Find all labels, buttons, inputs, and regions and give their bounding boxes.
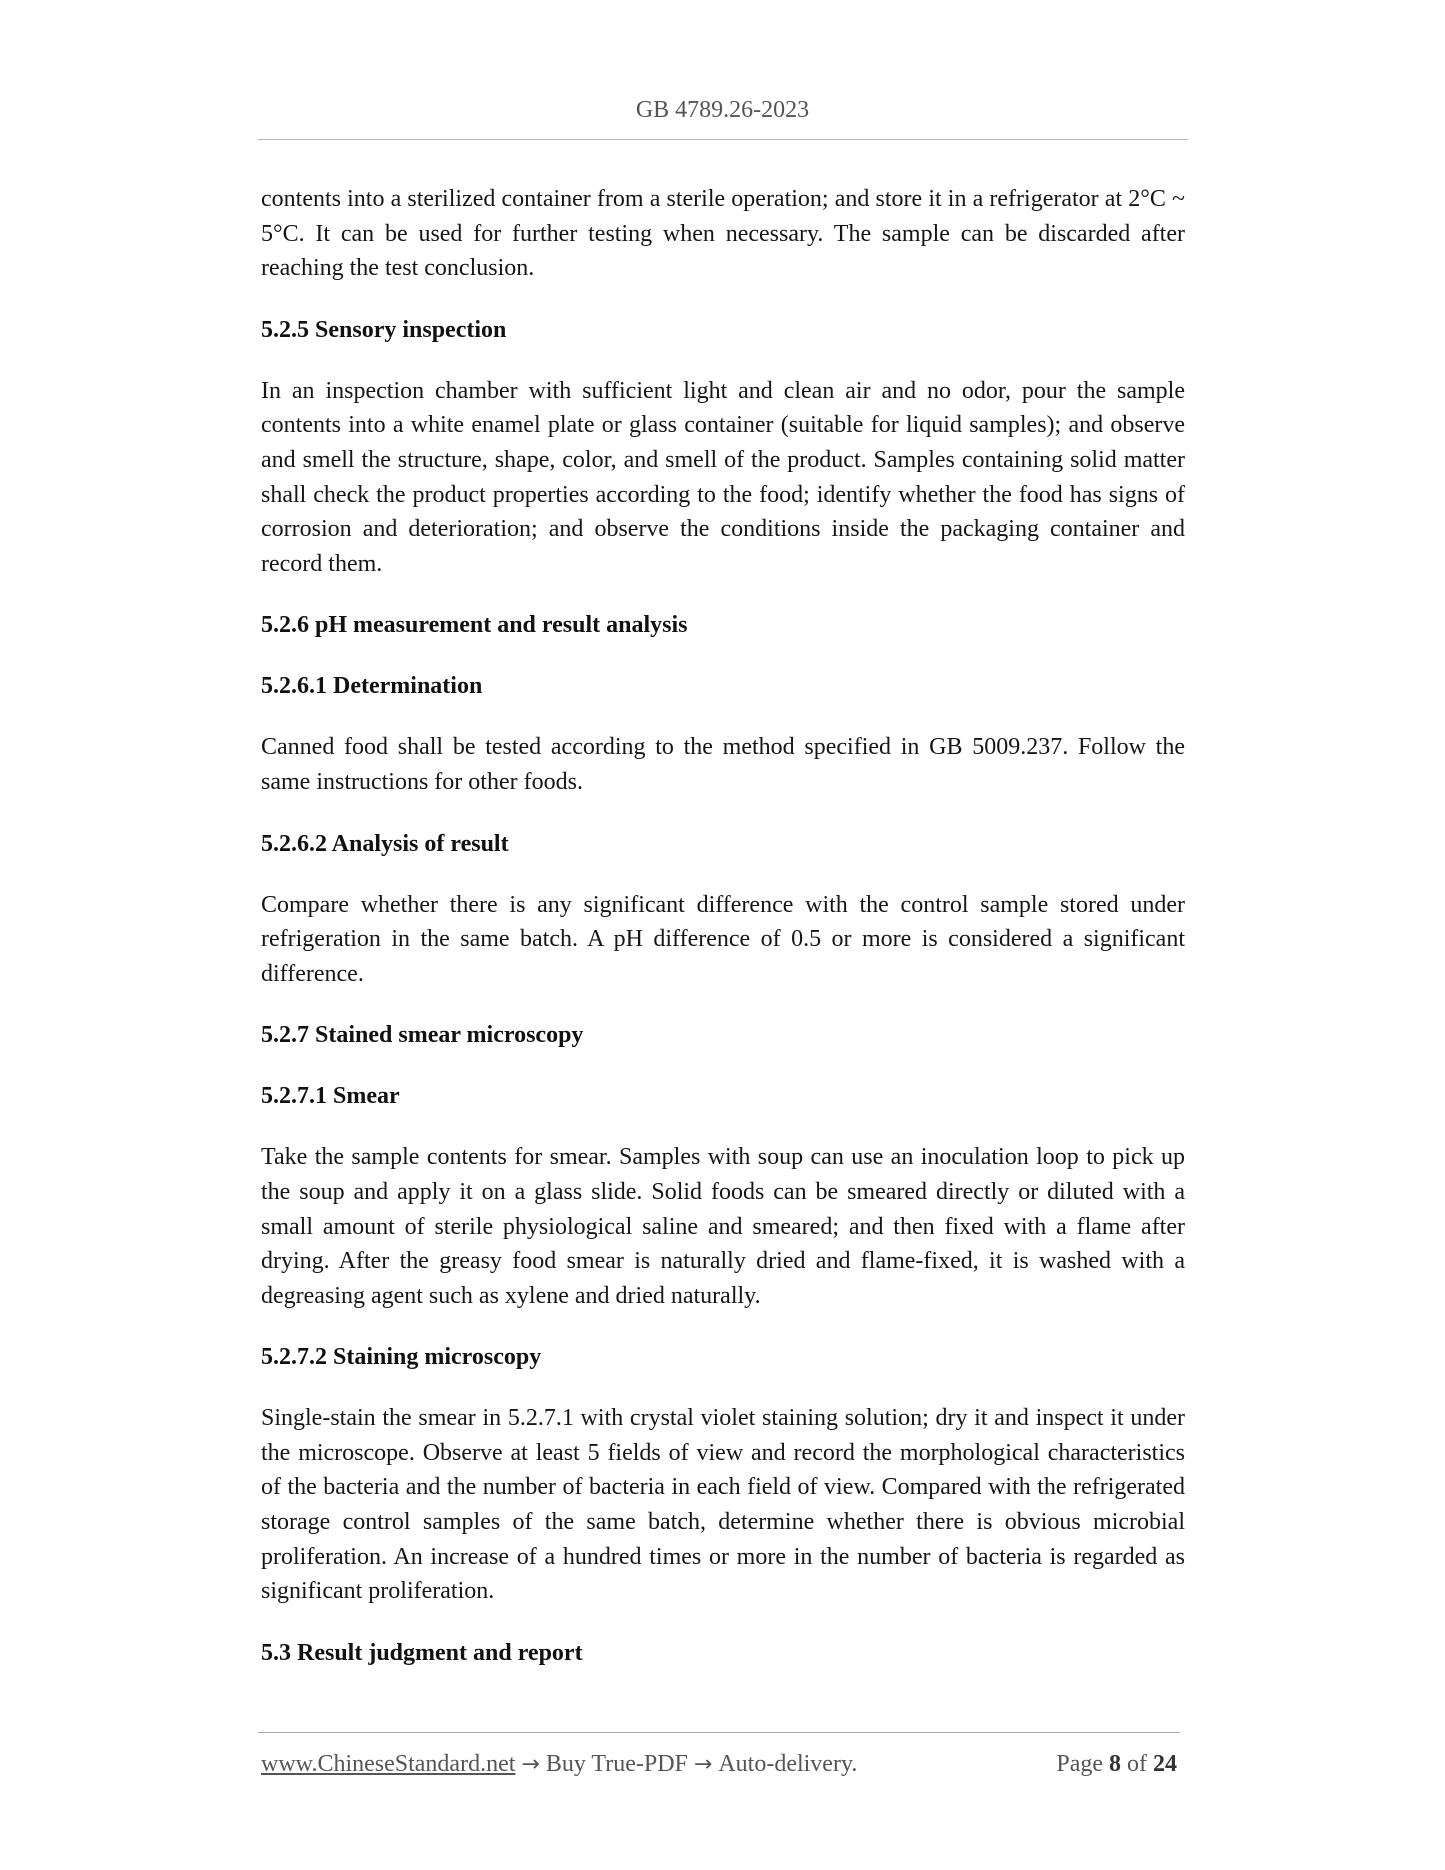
paragraph-5-2-7-1: Take the sample contents for smear. Samples with soup can use an inoculation loop to pick up the soup and apply it on a glass slide. Solid foods can be smeared directly or diluted with a small amount of sterile physiological saline and smeared; and then fixed with a flame after drying. After the greasy food smear is naturally dried and flame-fixed, it is washed with a degreasing agent such as xylene and dried naturally. [261,1144,1185,1309]
document-header-title: GB 4789.26-2023 [635,97,810,123]
website-link[interactable]: www.ChineseStandard.net [261,1751,516,1777]
paragraph-5-2-5: In an inspection chamber with sufficient light and clean air and no odor, pour the sample contents into a white enamel plate or glass container (suitable for liquid samples); and observe and smell the structure, shape, color, and smell of the product. Samples containing solid matter shall check the product properties according to the food; identify whether the food has signs of corrosion and deterioration; and observe the conditions inside the packaging container and record them. [261,377,1185,577]
footer-divider [258,1732,1180,1733]
heading-5-2-6-2: 5.2.6.2 Analysis of result [261,830,509,857]
heading-5-2-7: 5.2.7 Stained smear microscopy [261,1022,584,1049]
of-label: of [1127,1751,1147,1777]
page-number [1056,1747,1177,1781]
heading-5-2-7-2: 5.2.7.2 Staining microscopy [261,1344,542,1371]
paragraph-5-2-6-2: Compare whether there is any significant difference with the control sample stored under refrigeration in the same batch. A pH difference of 0.5 or more is considered a significant difference. [261,891,1185,987]
page-total: 24 [1153,1751,1177,1777]
auto-delivery-text: Auto-delivery. [718,1751,858,1777]
page-footer [261,1747,1181,1781]
heading-5-2-5: 5.2.5 Sensory inspection [261,316,507,343]
right-arrow-icon: → [521,1752,540,1777]
paragraph-5-2-7-2: Single-stain the smear in 5.2.7.1 with crystal violet staining solution; dry it and inspect it under the microscope. Observe at least 5 fields of view and record the morphological characteristics of the bacteria and the number of bacteria in each field of view. Compared with the refrigerated storage control samples of the same batch, determine whether there is obvious microbial proliferation. An increase of a hundred times or more in the number of bacteria is regarded as significant proliferation. [261,1405,1185,1605]
footer-promo [261,1747,857,1782]
buy-true-pdf-text: Buy True-PDF [545,1751,688,1777]
page-label: Page [1056,1751,1103,1777]
document-body [261,182,1185,1670]
page-current: 8 [1109,1751,1121,1777]
heading-5-2-7-1: 5.2.7.1 Smear [261,1083,400,1110]
right-arrow-icon: → [693,1752,713,1777]
header-divider [258,139,1188,140]
heading-5-2-6-1: 5.2.6.1 Determination [261,673,483,700]
heading-5-3: 5.3 Result judgment and report [261,1639,583,1666]
heading-5-2-6: 5.2.6 pH measurement and result analysis [261,612,688,639]
paragraph-5-2-6-1: Canned food shall be tested according to the method specified in GB 5009.237. Follow the same instructions for other foods. [261,734,1185,795]
paragraph-intro: contents into a sterilized container from a sterile operation; and store it in a refrigerator at 2°C ~ 5°C. It can be used for further testing when necessary. The sample can be discarded after reaching the test conclusion. [261,186,1185,282]
